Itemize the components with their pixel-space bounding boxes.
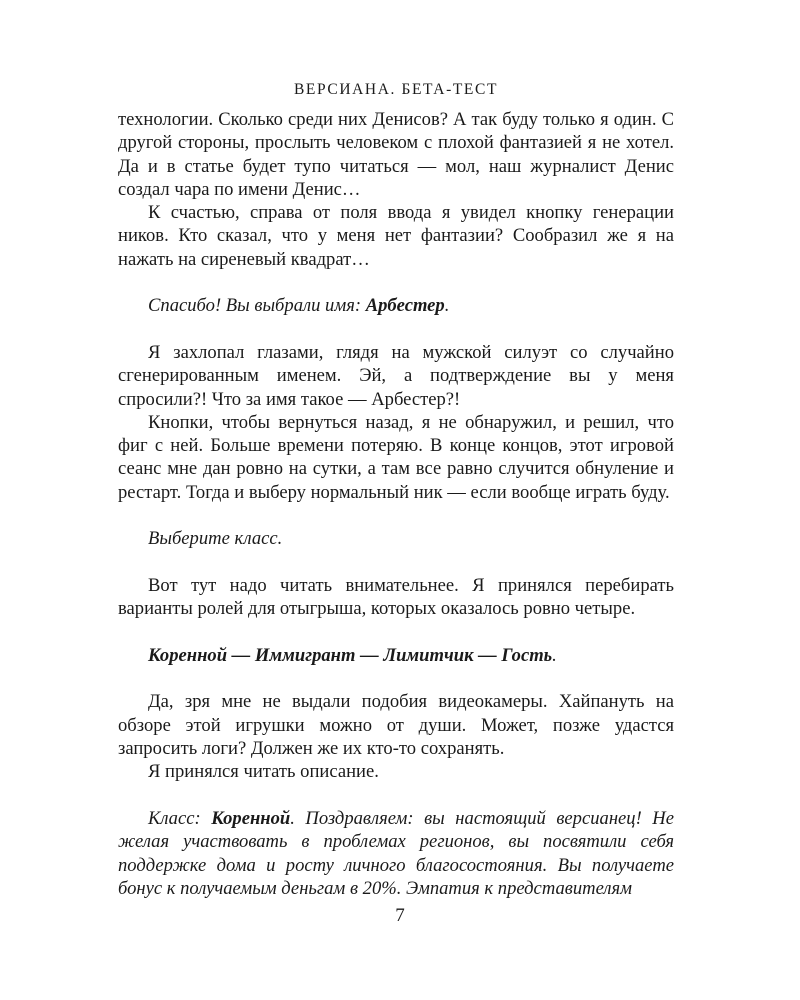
paragraph: Да, зря мне не выдали подобия видеокамеры. Хайпануть на обзоре этой игрушки можно от души. Может, позже удастся запросить логи? Должен же их кто-то сохранять. [118,691,674,760]
paragraph: Вот тут надо читать внимательнее. Я принялся перебирать варианты ролей для отыгрыша, которых оказалось ровно четыре. [118,574,674,620]
system-message-class-prompt: Выберите класс. [148,528,283,550]
page-number: 7 [395,905,405,926]
system-message-text: . Поздравляем: вы настоящий версианец! Не желая участвовать в проблемах регионов, вы посвятили себя поддержке дома и росту личного благосостояния. Вы получаете бонус к получаемым деньгам в 20%. Эмпатия к представителям [118,807,674,899]
blank-line [118,551,674,574]
blank-line [118,271,674,294]
paragraph: Я принялся читать описание. [148,761,379,783]
blank-line [118,504,674,527]
blank-line [118,784,674,807]
paragraph: Я захлопал глазами, глядя на мужской силуэт со случайно сгенерированным именем. Эй, а подтверждение вы у меня спросили?! Что за имя такое — Арбестер?! [118,341,674,410]
punctuation: . [552,644,557,666]
blank-line [118,667,674,690]
paragraph: К счастью, справа от поля ввода я увидел кнопку генерации ников. Кто сказал, что у меня нет фантазии? Сообразил же я на нажать на сиреневый квадрат… [118,202,674,270]
system-message-text: Класс: [148,807,212,829]
page-body [118,108,674,900]
paragraph-continued: технологии. Сколько среди них Денисов? А так буду только я один. С другой стороны, прослыть человеком с плохой фантазией я не хотел. Да и в статье будет тупо читаться — мол, наш журналист Денис создал чара по имени Денис… [118,109,674,200]
class-list [118,644,674,667]
chosen-name: Арбестер [365,295,445,317]
blank-line [118,621,674,644]
blank-line [118,318,674,341]
class-name: Коренной [211,807,291,829]
paragraph: Кнопки, чтобы вернуться назад, я не обнаружил, и решил, что фиг с ней. Больше времени потеряю. В конце концов, этот игровой сеанс мне дан ровно на сутки, а там все равно случится обнуление и рестарт. Тогда и выберу нормальный ник — если вообще играть буду. [118,411,674,503]
punctuation: . [444,295,450,317]
book-page [118,70,674,900]
system-message-class-description [118,807,674,900]
system-message-text: Спасибо! Вы выбрали имя: [148,295,366,317]
system-message-name [118,294,674,317]
running-header: ВЕРСИАНА. БЕТА-ТЕСТ [293,81,499,98]
class-options: Коренной — Иммигрант — Лимитчик — Гость [148,644,553,666]
